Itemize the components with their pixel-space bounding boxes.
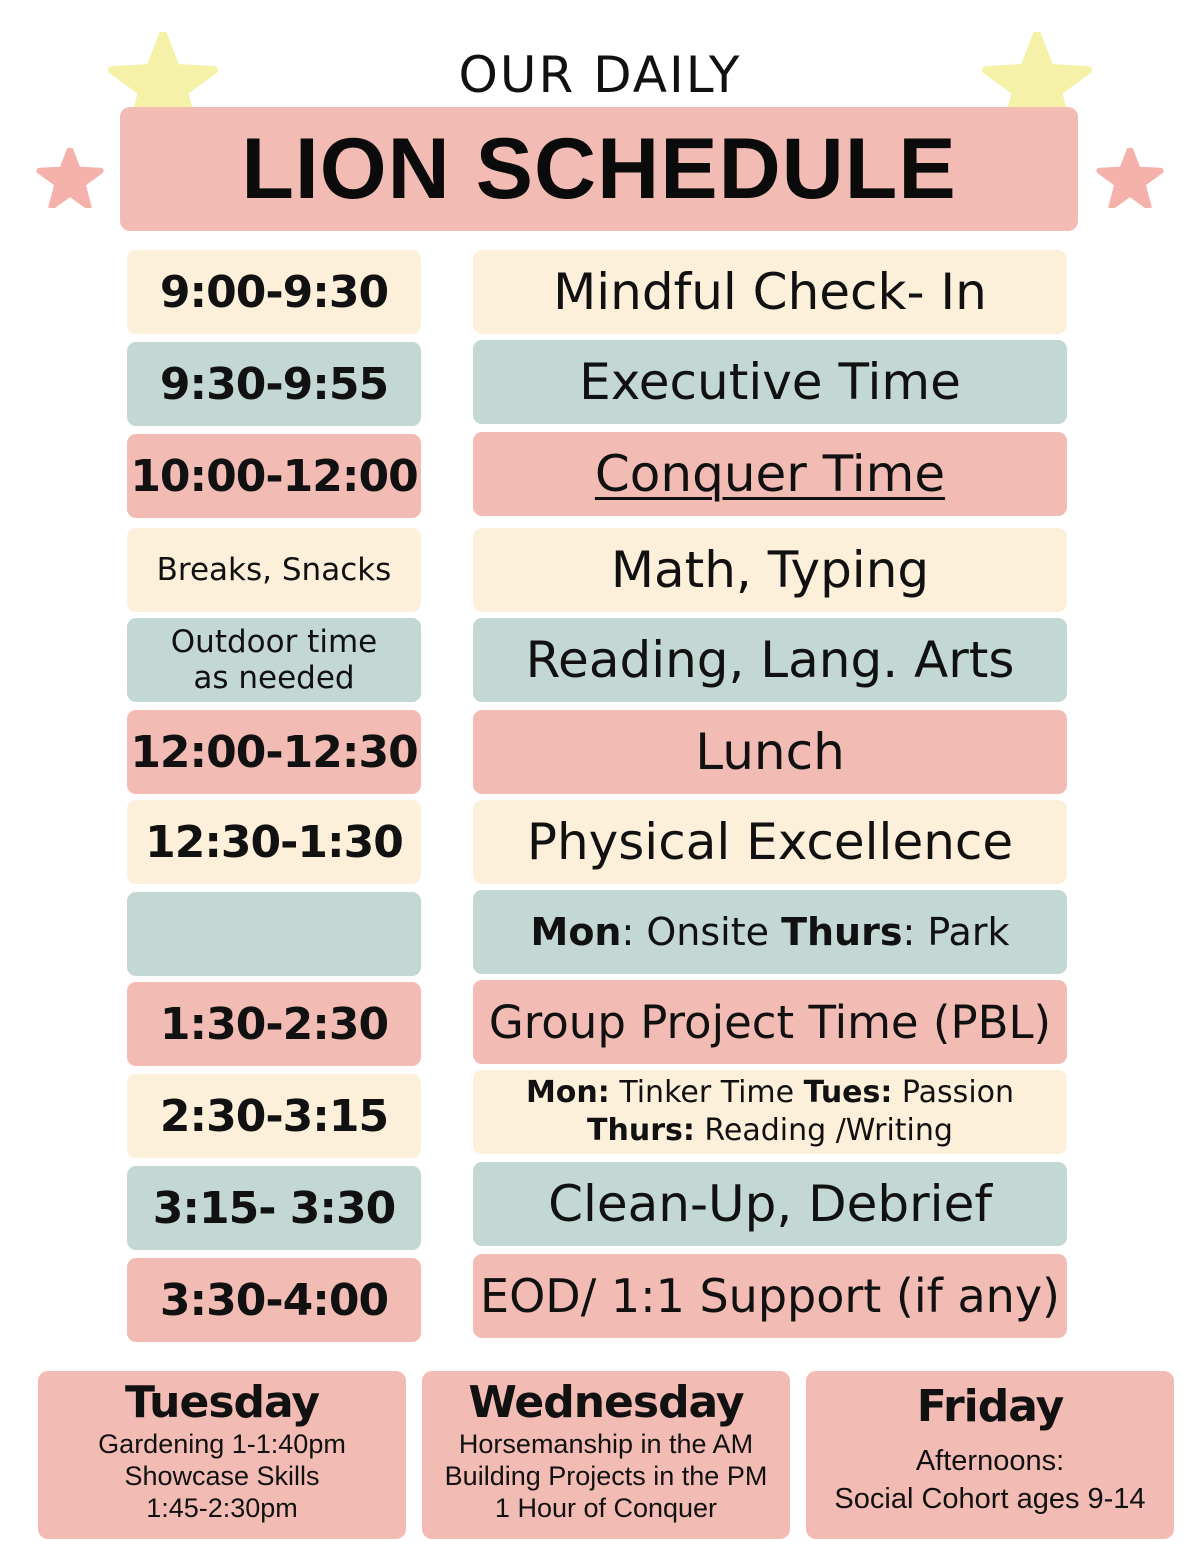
- time-label: Outdoor time: [170, 624, 378, 660]
- time-cell: [127, 710, 421, 794]
- day-title: Tuesday: [124, 1377, 320, 1428]
- activity-cell: [473, 340, 1067, 424]
- time-label: 9:00-9:30: [159, 266, 389, 318]
- day-detail: Social Cohort ages 9-14: [834, 1483, 1146, 1515]
- day-label-mon: Mon: [530, 910, 622, 954]
- time-label: 3:15- 3:30: [152, 1182, 396, 1234]
- time-label: 2:30-3:15: [159, 1090, 389, 1142]
- title-banner: [120, 107, 1078, 231]
- time-cell: [127, 800, 421, 884]
- activity-cell: [473, 980, 1067, 1064]
- time-label: 12:00-12:30: [130, 726, 418, 778]
- activity-label: Lunch: [695, 723, 845, 781]
- activity-detail: Tinker Time: [609, 1075, 804, 1110]
- day-card-tuesday: [38, 1371, 406, 1539]
- time-label: 1:30-2:30: [159, 998, 389, 1050]
- day-label-mon: Mon:: [525, 1075, 610, 1110]
- day-card-friday: [806, 1371, 1174, 1539]
- activity-label: EOD/ 1:1 Support (if any): [480, 1269, 1060, 1323]
- time-label: 10:00-12:00: [130, 450, 418, 502]
- time-cell: [127, 1074, 421, 1158]
- day-label-thurs: Thurs:: [587, 1113, 695, 1148]
- day-label-thurs: Thurs: [781, 910, 903, 954]
- day-detail: Building Projects in the PM: [444, 1461, 768, 1491]
- star-icon: [1096, 148, 1164, 208]
- day-title: Friday: [916, 1381, 1064, 1432]
- time-cell: [127, 1166, 421, 1250]
- time-cell: [127, 982, 421, 1066]
- activity-label: Physical Excellence: [526, 813, 1014, 871]
- time-cell: [127, 342, 421, 426]
- time-label: 9:30-9:55: [159, 358, 389, 410]
- day-detail: Afternoons:: [915, 1445, 1065, 1477]
- time-cell: [127, 528, 421, 612]
- page-title: LION SCHEDULE: [241, 120, 957, 217]
- day-card-wednesday: [422, 1371, 790, 1539]
- activity-label: Math, Typing: [610, 541, 930, 599]
- activity-label: Clean-Up, Debrief: [548, 1175, 992, 1233]
- time-label: 3:30-4:00: [159, 1274, 389, 1326]
- activity-cell: [473, 432, 1067, 516]
- activity-cell: [473, 250, 1067, 334]
- activity-label: Reading, Lang. Arts: [525, 631, 1015, 689]
- day-title: Wednesday: [468, 1377, 744, 1428]
- time-label: Breaks, Snacks: [156, 552, 392, 588]
- activity-cell: [473, 1162, 1067, 1246]
- day-detail: 1:45-2:30pm: [146, 1493, 298, 1523]
- activity-label: Executive Time: [579, 353, 961, 411]
- activity-detail: Reading /Writing: [694, 1113, 953, 1148]
- activity-cell: [473, 710, 1067, 794]
- activity-label: Conquer Time: [594, 445, 946, 503]
- time-label: 12:30-1:30: [145, 816, 403, 868]
- time-cell: [127, 250, 421, 334]
- day-detail: Showcase Skills: [124, 1461, 320, 1491]
- day-label-tues: Tues:: [803, 1075, 893, 1110]
- activity-cell: [473, 1070, 1067, 1154]
- day-detail: Horsemanship in the AM: [458, 1429, 754, 1459]
- activity-cell: [473, 800, 1067, 884]
- activity-cell: [473, 618, 1067, 702]
- activity-cell: [473, 890, 1067, 974]
- time-cell: [127, 434, 421, 518]
- time-cell: [127, 892, 421, 976]
- day-detail: Gardening 1-1:40pm: [98, 1429, 346, 1459]
- activity-label: Group Project Time (PBL): [488, 995, 1052, 1049]
- day-detail: 1 Hour of Conquer: [494, 1493, 718, 1523]
- page-subtitle: OUR DAILY: [458, 46, 742, 104]
- activity-cell: [473, 528, 1067, 612]
- time-cell: [127, 618, 421, 702]
- activity-detail: : Onsite: [621, 910, 782, 954]
- time-label: as needed: [193, 660, 355, 696]
- activity-cell: [473, 1254, 1067, 1338]
- activity-detail: : Park: [902, 910, 1010, 954]
- activity-detail: Passion: [892, 1075, 1015, 1110]
- activity-label: Mindful Check- In: [553, 263, 987, 321]
- star-icon: [36, 148, 104, 208]
- time-cell: [127, 1258, 421, 1342]
